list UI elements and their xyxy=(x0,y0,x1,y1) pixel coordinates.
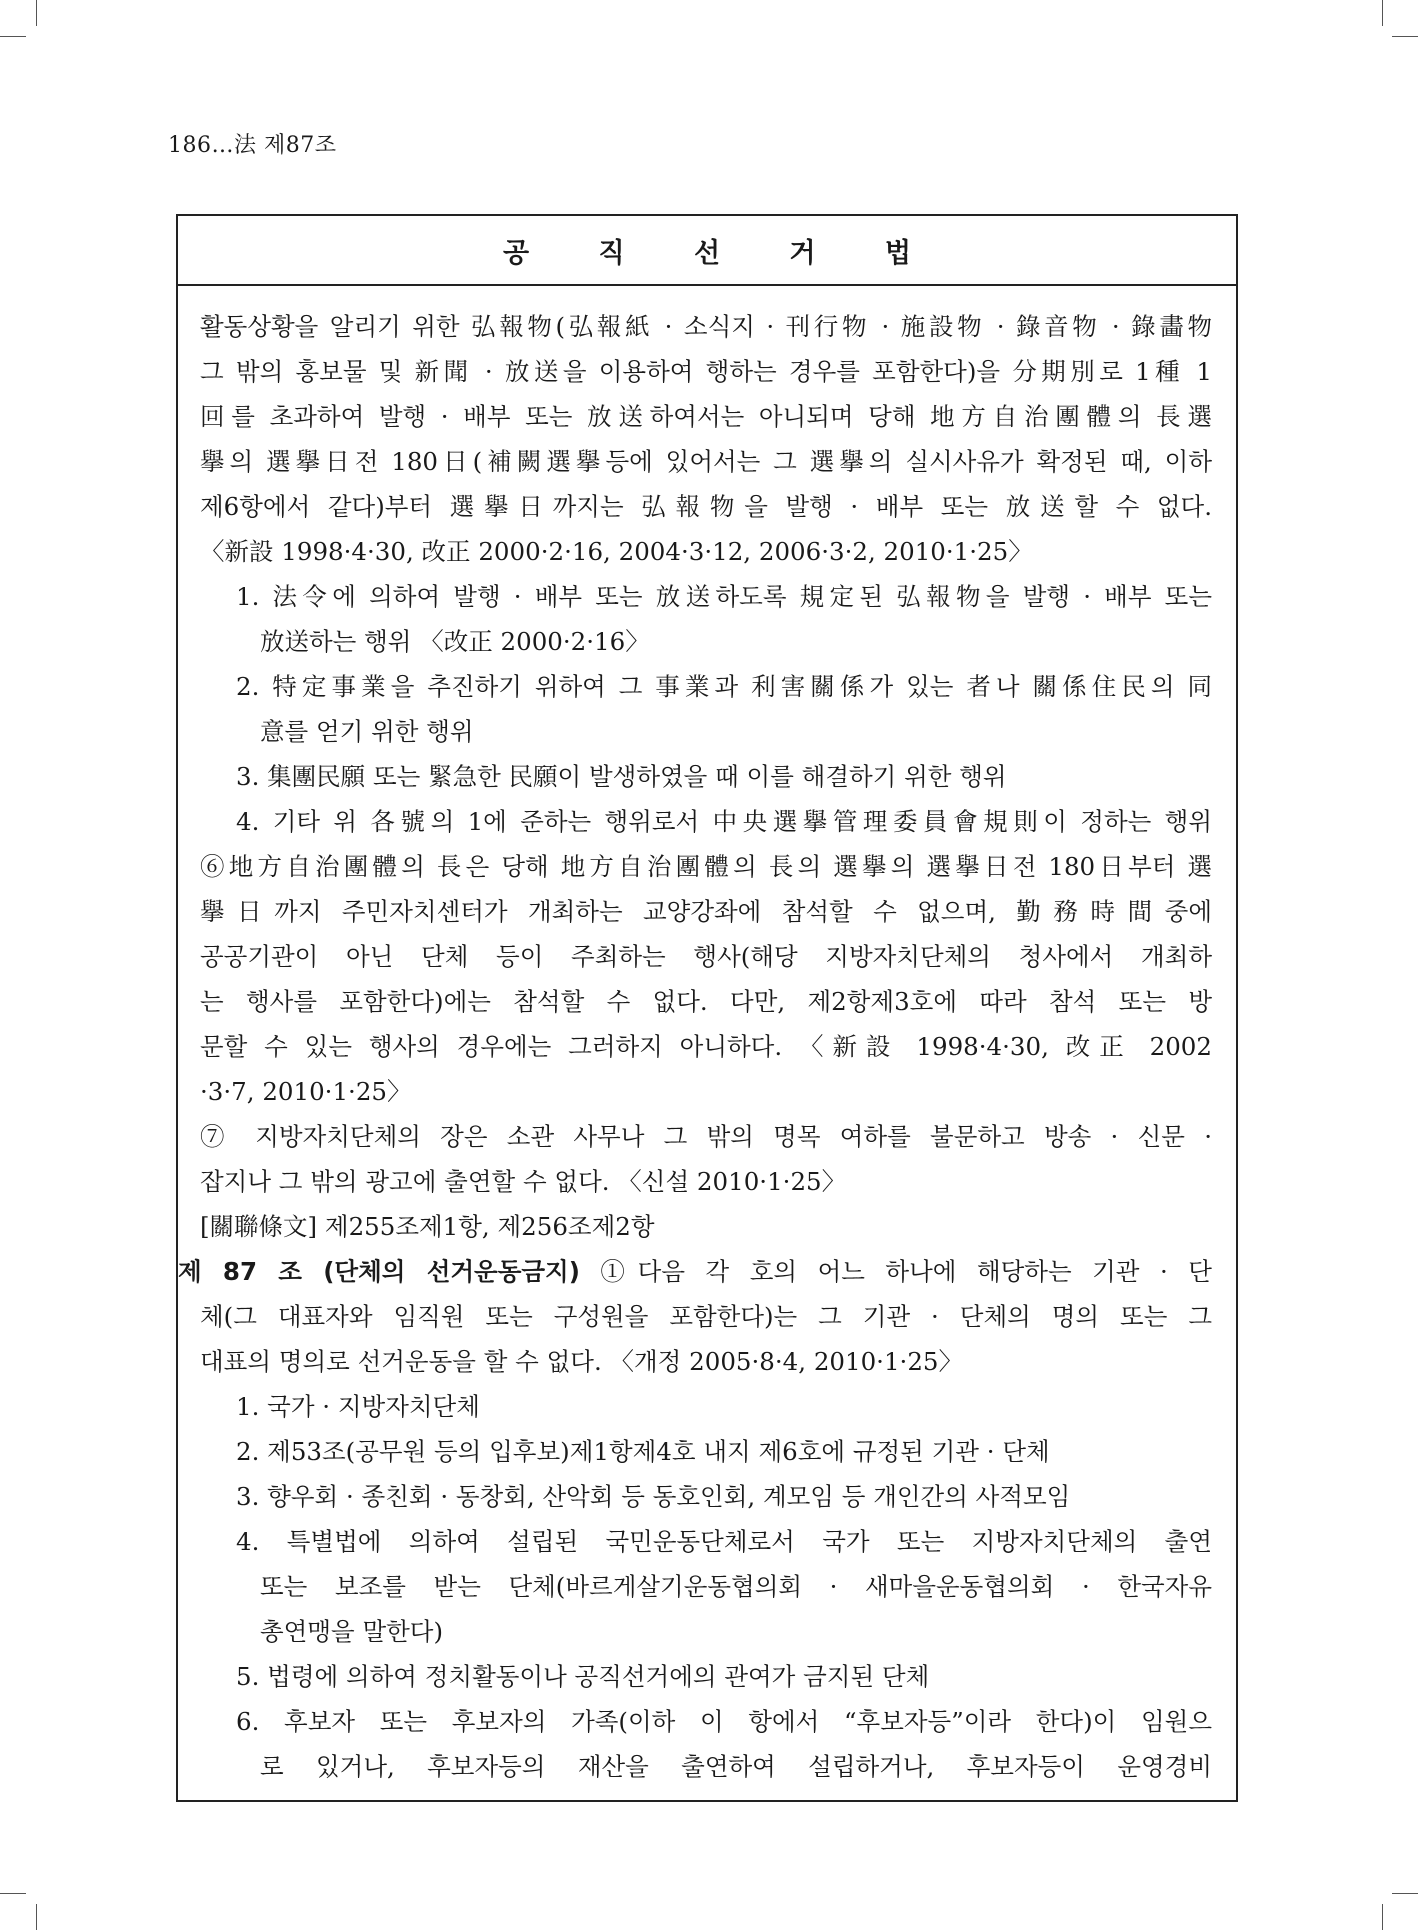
list-item-cont: 放送하는 행위 〈改正 2000·2·16〉 xyxy=(260,627,650,656)
amendment-note: ·3·7, 2010·1·25〉 xyxy=(200,1077,412,1106)
list-item: 2. 特定事業을 추진하기 위하여 그 事業과 利害關係가 있는 者나 關係住民의 同 xyxy=(236,672,1212,701)
text-line: 공공기관이 아닌 단체 등이 주최하는 행사(해당 지방자치단체의 청사에서 개최하 xyxy=(200,942,1212,971)
text-line: 활동상황을 알리기 위한 弘報物(弘報紙 · 소식지 · 刊行物 · 施設物 · 錄音物 · 錄畵物 xyxy=(200,312,1212,341)
crop-mark xyxy=(36,0,37,26)
list-item: 3. 集團民願 또는 緊急한 民願이 발생하였을 때 이를 해결하기 위한 행위 xyxy=(236,762,1007,791)
list-item: 1. 法令에 의하여 발행 · 배부 또는 放送하도록 規定된 弘報物을 발행 · 배부 또는 xyxy=(236,582,1212,611)
list-item: 2. 제53조(공무원 등의 입후보)제1항제4호 내지 제6호에 규정된 기관 · 단체 xyxy=(236,1437,1050,1466)
article-heading: 제 87 조 (단체의 선거운동금지) xyxy=(178,1257,580,1286)
text-line: ⑦ 지방자치단체의 장은 소관 사무나 그 밖의 명목 여하를 불문하고 방송 · 신문 · xyxy=(200,1122,1212,1151)
text-line: 제6항에서 같다)부터 選擧日까지는 弘報物을 발행 · 배부 또는 放送할 수 없다. xyxy=(200,492,1212,521)
list-item: 4. 특별법에 의하여 설립된 국민운동단체로서 국가 또는 지방자치단체의 출연 xyxy=(236,1527,1212,1556)
list-item-cont: 또는 보조를 받는 단체(바르게살기운동협의회 · 새마을운동협의회 · 한국자유 xyxy=(260,1572,1212,1601)
law-text xyxy=(178,304,1212,1789)
text-line: 잡지나 그 밖의 광고에 출연할 수 없다. 〈신설 2010·1·25〉 xyxy=(200,1167,847,1196)
text-line: 는 행사를 포함한다)에는 참석할 수 없다. 다만, 제2항제3호에 따라 참석 또는 방 xyxy=(200,987,1212,1016)
crop-mark xyxy=(0,1893,26,1894)
list-item-cont: 총연맹을 말한다) xyxy=(260,1617,444,1646)
list-item-cont: 로 있거나, 후보자등의 재산을 출연하여 설립하거나, 후보자등이 운영경비 xyxy=(260,1752,1212,1781)
list-item-cont: 意를 얻기 위한 행위 xyxy=(260,717,474,746)
crop-mark xyxy=(1392,1893,1418,1894)
text-line: 回를 초과하여 발행 · 배부 또는 放送하여서는 아니되며 당해 地方自治團體의 長選 xyxy=(200,402,1212,431)
text-line: 대표의 명의로 선거운동을 할 수 없다. 〈개정 2005·8·4, 2010·1·25〉 xyxy=(200,1347,964,1376)
article-87 xyxy=(178,1249,1212,1789)
text-line: 체(그 대표자와 임직원 또는 구성원을 포함한다)는 그 기관 · 단체의 명의 또는 그 xyxy=(200,1302,1212,1331)
text-line: 그 밖의 홍보물 및 新聞 · 放送을 이용하여 행하는 경우를 포함한다)을 分期別로 1種 1 xyxy=(200,357,1212,386)
page-header: 186…法 제87조 xyxy=(168,133,337,158)
article-text: ①다음 각 호의 어느 하나에 해당하는 기관 · 단 xyxy=(600,1257,1212,1286)
list-item: 5. 법령에 의하여 정치활동이나 공직선거에의 관여가 금지된 단체 xyxy=(236,1662,930,1691)
frame-title: 공 직 선 거 법 xyxy=(178,216,1236,286)
related-articles: [關聯條文] 제255조제1항, 제256조제2항 xyxy=(200,1212,655,1241)
text-line: ⑥地方自治團體의 長은 당해 地方自治團體의 長의 選擧의 選擧日전 180日부터 選 xyxy=(200,852,1212,881)
law-frame xyxy=(176,214,1238,1802)
amendment-note: 〈新設 1998·4·30, 改正 2000·2·16, 2004·3·12, 2006·3·2, 2010·1·25〉 xyxy=(200,537,1033,566)
list-item: 3. 향우회 · 종친회 · 동창회, 산악회 등 동호인회, 계모임 등 개인간의 사적모임 xyxy=(236,1482,1071,1511)
crop-mark xyxy=(0,36,26,37)
crop-mark xyxy=(1382,1904,1383,1930)
crop-mark xyxy=(1382,0,1383,26)
list-item: 1. 국가 · 지방자치단체 xyxy=(236,1392,480,1421)
text-line: 擧의 選擧日전 180日(補闕選擧등에 있어서는 그 選擧의 실시사유가 확정된 때, 이하 xyxy=(200,447,1212,476)
article-first-line xyxy=(178,1249,1212,1294)
crop-mark xyxy=(1392,36,1418,37)
list-item: 6. 후보자 또는 후보자의 가족(이하 이 항에서 “후보자등”이라 한다)이 임원으 xyxy=(236,1707,1212,1736)
list-item: 4. 기타 위 各號의 1에 준하는 행위로서 中央選擧管理委員會規則이 정하는 행위 xyxy=(236,807,1212,836)
text-line: 擧日까지 주민자치센터가 개최하는 교양강좌에 참석할 수 없으며, 勤務時間중에 xyxy=(200,897,1212,926)
text-line: 문할 수 있는 행사의 경우에는 그러하지 아니하다. 〈新設 1998·4·30, 改正 2002 xyxy=(200,1032,1212,1061)
crop-mark xyxy=(36,1904,37,1930)
